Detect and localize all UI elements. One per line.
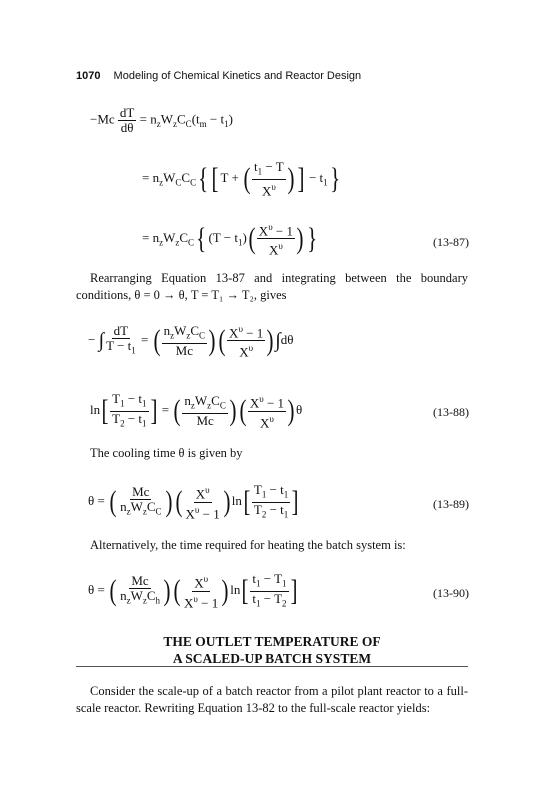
section-heading (76, 633, 468, 667)
book-title: Modeling of Chemical Kinetics and Reactor Design (113, 70, 362, 82)
equation-13-88: ln[ $\frac{T_1 - t_1}{T_2 - t_1}$ ] = ( $\frac{n_zW_zC_C}{Mc}$ ) ( $\frac{X^\upsilon - 1}{X^\upsilon}$ ) θ (90, 391, 303, 430)
page-number: 1070 (76, 70, 101, 82)
paragraph: The cooling time θ is given by (90, 446, 243, 460)
equation-line-1: −Mc $\frac{dT}{d\theta}$ = $n_zW_zC_C(t_m - t_1)$ (90, 105, 233, 135)
integral-equation: − ∫ $\frac{dT}{T - t_1}$ = ( $\frac{n_zW_zC_C}{Mc}$ ) ( $\frac{X^\upsilon - 1}{X^\upsilon}$ )∫dθ (88, 323, 294, 360)
equation-number: (13-87) (433, 235, 469, 249)
equation-number: (13-89) (433, 497, 469, 511)
equation-number: (13-88) (433, 405, 469, 419)
heading-line: THE OUTLET TEMPERATURE OF (163, 634, 381, 649)
running-header (76, 70, 361, 82)
equation-number: (13-90) (433, 586, 469, 600)
paragraph: Consider the scale-up of a batch reactor from a pilot plant reactor to a full-scale reactor. Rewriting Equation 13-82 to the full-scale reactor yields: (76, 684, 468, 715)
heading-rule (76, 666, 468, 667)
equation-line-2: = $n_zW_CC_C${ [ T + ( $\frac{t_1 - T}{X^\upsilon}$ ) ] − $t_1$} (142, 159, 340, 198)
equation-line-3: = $n_zW_zC_C${ $(T - t_1)$( $\frac{X^\upsilon - 1}{X^\upsilon}$ ) } (142, 221, 318, 258)
heading-line: A SCALED-UP BATCH SYSTEM (172, 651, 372, 666)
paragraph: Alternatively, the time required for heating the batch system is: (90, 538, 406, 552)
equation-13-90: θ = ( $\frac{Mc}{n_zW_zC_h}$ ) ( $\frac{X^\upsilon}{X^\upsilon - 1}$ ) ln[ $\frac{t_1 - T_1}{t_1 - T_2}$ ] (88, 571, 298, 610)
paragraph: Rearranging Equation 13-87 and integrating between the boundary conditions, θ = 0 → θ, T = T₁ → T₂, gives (76, 271, 468, 302)
equation-13-89: θ = ( $\frac{Mc}{n_zW_zC_C}$ ) ( $\frac{X^\upsilon}{X^\upsilon - 1}$ ) ln[ $\frac{T_1 - t_1}{T_2 - t_1}$ ] (88, 482, 299, 521)
